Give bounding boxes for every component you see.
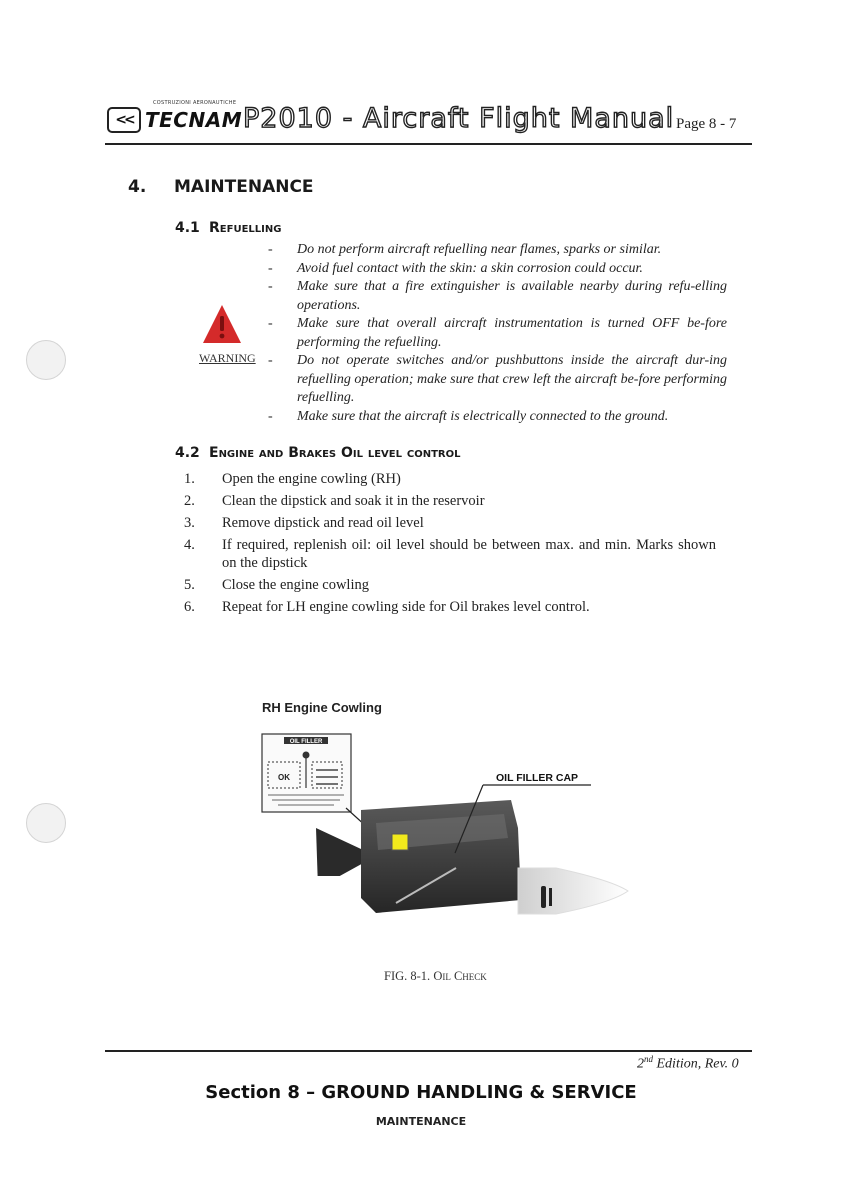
logo-subtitle: COSTRUZIONI AERONAUTICHE (153, 100, 237, 106)
subsection-number: 4.2 (175, 445, 200, 461)
subsection-title: Refuelling (209, 220, 282, 236)
figure-caption (384, 969, 487, 984)
warning-label: WARNING (199, 351, 256, 365)
manual-title: P2010 - Aircraft Flight Manual (243, 103, 675, 134)
section-title: MAINTENANCE (174, 177, 314, 197)
list-item (176, 576, 716, 594)
tecnam-logo (107, 100, 243, 133)
footer-subtitle: MAINTENANCE (375, 1115, 467, 1128)
list-item: - Avoid fuel contact with the skin: a skin corrosion could occur. (265, 260, 727, 279)
oil-filler-cap-highlight (392, 834, 408, 850)
step-number: 2. (184, 493, 195, 509)
warning-triangle-icon (202, 304, 242, 344)
punch-hole-bottom (26, 803, 66, 843)
logo-text: TECNAM (145, 108, 243, 132)
list-item (176, 492, 716, 510)
step-number: 1. (184, 471, 195, 487)
logo-arrows-icon: << (107, 107, 141, 133)
step-text: Repeat for LH engine cowling side for Oil brakes level control. (222, 599, 590, 615)
step-number: 4. (184, 537, 195, 553)
list-item: - Do not operate switches and/or pushbuttons inside the aircraft dur-ing refuelling operation; make sure that crew left the aircraft be-fore performing refuelling. (265, 352, 727, 408)
list-item (176, 536, 716, 572)
placard-title: OIL FILLER (289, 739, 323, 745)
section-number: 4. (128, 177, 147, 197)
list-item: - Do not perform aircraft refuelling near flames, sparks or similar. (265, 241, 727, 260)
footer-rule (105, 1050, 752, 1052)
step-text: Clean the dipstick and soak it in the reservoir (222, 493, 485, 509)
subsection-heading-oil (175, 445, 460, 461)
edition-text: Edition, Rev. 0 (653, 1056, 739, 1072)
section-heading (128, 177, 314, 197)
step-number: 6. (184, 599, 195, 615)
edition-label (637, 1054, 739, 1073)
step-number: 5. (184, 577, 195, 593)
oil-filler-cap-callout: OIL FILLER CAP (496, 772, 579, 784)
punch-hole-top (26, 340, 66, 380)
oil-filler-placard (262, 734, 351, 812)
footer-section-title: Section 8 – GROUND HANDLING & SERVICE (205, 1082, 637, 1103)
step-text: Remove dipstick and read oil level (222, 515, 424, 531)
oil-check-steps (176, 470, 716, 616)
caption-text: Oil Check (433, 969, 487, 983)
subsection-heading-refuelling (175, 220, 281, 236)
subsection-title: Engine and Brakes Oil level control (209, 445, 461, 461)
step-number: 3. (184, 515, 195, 531)
figure-title: RH Engine Cowling (262, 700, 382, 715)
list-item (176, 514, 716, 532)
edition-ordinal: nd (644, 1054, 653, 1064)
list-item (176, 598, 716, 616)
step-text: Open the engine cowling (RH) (222, 471, 401, 487)
engine-cowling-illustration (256, 728, 636, 933)
header-rule (105, 143, 752, 145)
list-item: - Make sure that overall aircraft instrumentation is turned OFF be-fore performing the refuelling. (265, 315, 727, 352)
step-text: Close the engine cowling (222, 577, 369, 593)
placard-ok: OK (278, 773, 290, 782)
subsection-number: 4.1 (175, 220, 200, 236)
warning-list (265, 241, 727, 426)
list-item: - Make sure that the aircraft is electrically connected to the ground. (265, 408, 727, 427)
caption-prefix: FIG. 8-1. (384, 969, 434, 983)
page-number: Page 8 - 7 (676, 116, 737, 132)
list-item (176, 470, 716, 488)
edition-number: 2 (637, 1056, 644, 1072)
step-text: If required, replenish oil: oil level should be between max. and min. Marks shown on the dipstick (222, 537, 716, 571)
list-item: - Make sure that a fire extinguisher is available nearby during refu-elling operations. (265, 278, 727, 315)
